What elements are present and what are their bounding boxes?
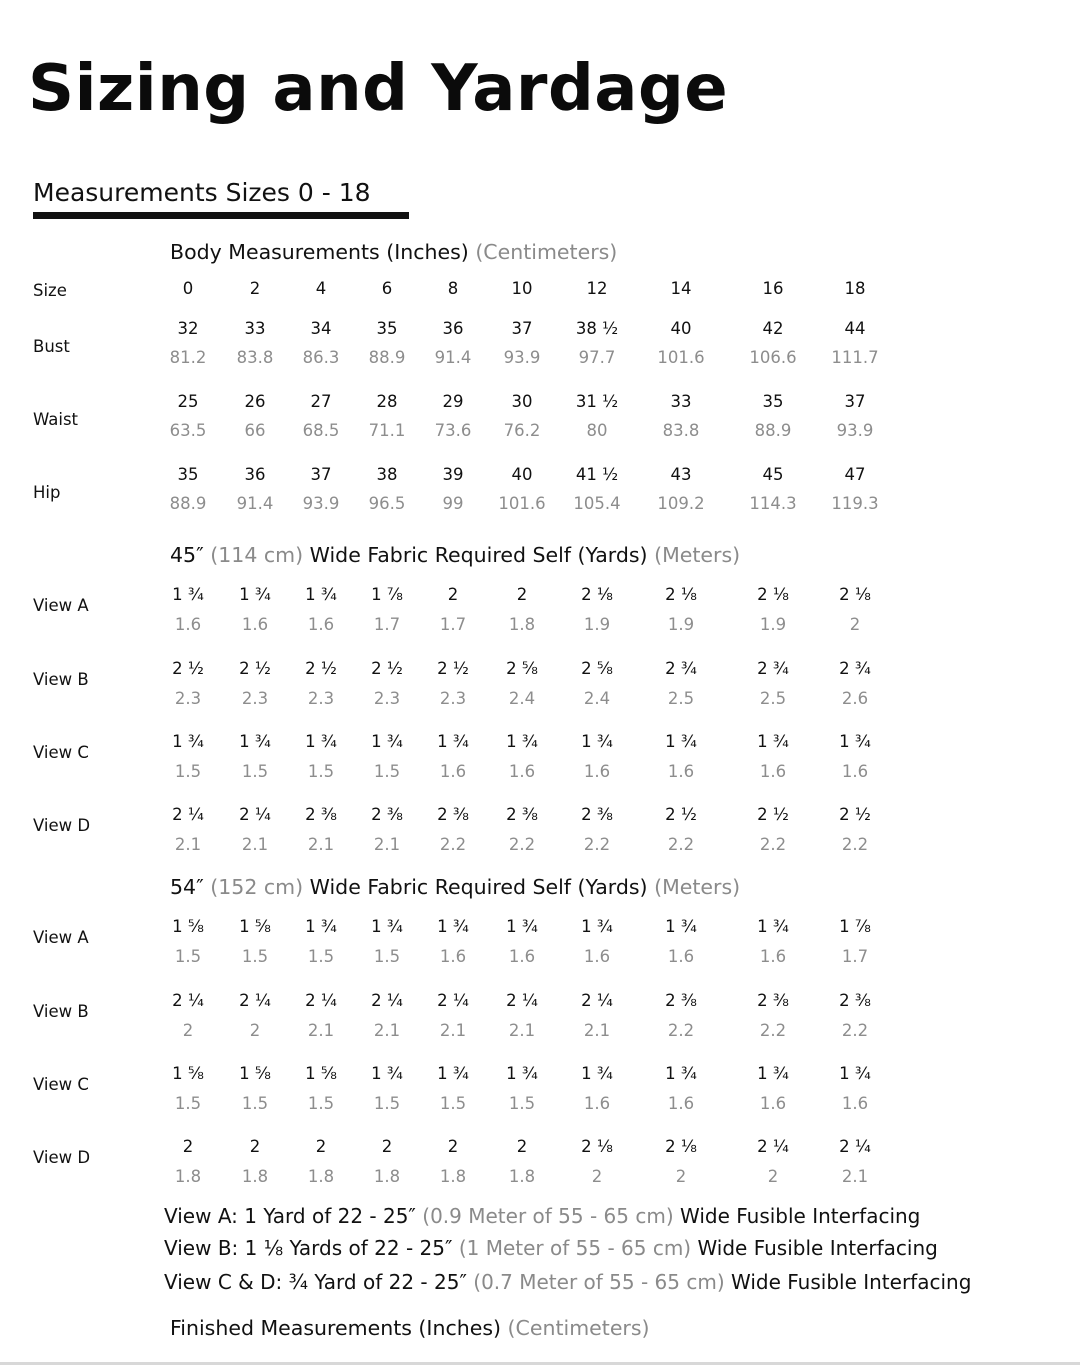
fabric45-meters-cell: 2.5 bbox=[667, 689, 695, 708]
fabric45-meters-cell: 1.9 bbox=[759, 615, 787, 634]
size-header-cell: 16 bbox=[762, 279, 784, 298]
fabric54-meters-cell: 2.2 bbox=[759, 1021, 787, 1040]
fabric45-meters-cell: 2.3 bbox=[174, 689, 202, 708]
fabric54-meters-cell: 2.1 bbox=[583, 1021, 611, 1040]
fabric45-heading bbox=[170, 543, 740, 567]
page-title: Sizing and Yardage bbox=[28, 52, 729, 126]
finished-heading-gray: (Centimeters) bbox=[507, 1316, 650, 1340]
fabric45-meters-cell: 2.2 bbox=[759, 835, 787, 854]
fabric45-width-in: 45″ bbox=[170, 543, 211, 567]
fabric45-yards-cell: 2 ¾ bbox=[665, 659, 697, 678]
fabric45-yards-cell: 2 ⅛ bbox=[581, 585, 613, 604]
body-row-label: Bust bbox=[33, 337, 70, 356]
fabric45-yards-cell: 1 ¾ bbox=[172, 732, 204, 751]
fabric45-meters-cell: 2.3 bbox=[439, 689, 467, 708]
fabric54-yards-cell: 2 bbox=[182, 1137, 194, 1156]
fabric45-meters-cell: 2.1 bbox=[174, 835, 202, 854]
body-cm-cell: 91.4 bbox=[434, 348, 472, 367]
fabric45-yards-cell: 2 ¼ bbox=[239, 805, 271, 824]
fabric45-yards-cell: 1 ¾ bbox=[581, 732, 613, 751]
fabric45-yards-cell: 1 ¾ bbox=[239, 585, 271, 604]
fabric54-meters-cell: 1.6 bbox=[667, 1094, 695, 1113]
finished-measurements-heading bbox=[170, 1316, 650, 1340]
fabric54-yards-cell: 1 ⅝ bbox=[305, 1064, 337, 1083]
body-cm-cell: 88.9 bbox=[169, 494, 207, 513]
fabric45-yards-cell: 1 ¾ bbox=[839, 732, 871, 751]
fabric54-yards-cell: 2 bbox=[381, 1137, 393, 1156]
body-cm-cell: 119.3 bbox=[831, 494, 879, 513]
fabric54-yards-cell: 2 bbox=[249, 1137, 261, 1156]
fabric45-yards-cell: 2 ⅜ bbox=[506, 805, 538, 824]
body-cm-cell: 83.8 bbox=[662, 421, 700, 440]
fabric45-meters-cell: 1.5 bbox=[174, 762, 202, 781]
fabric45-meters-cell: 2.4 bbox=[508, 689, 536, 708]
body-cm-cell: 114.3 bbox=[749, 494, 797, 513]
body-cm-cell: 97.7 bbox=[578, 348, 616, 367]
fabric54-meters-cell: 2.1 bbox=[439, 1021, 467, 1040]
fabric45-meters-cell: 1.6 bbox=[174, 615, 202, 634]
fabric54-meters-cell: 1.8 bbox=[508, 1167, 536, 1186]
fabric54-meters-cell: 2 bbox=[182, 1021, 194, 1040]
body-inches-cell: 44 bbox=[844, 319, 866, 338]
body-cm-cell: 73.6 bbox=[434, 421, 472, 440]
body-cm-cell: 101.6 bbox=[657, 348, 705, 367]
body-cm-cell: 76.2 bbox=[503, 421, 541, 440]
fabric54-meters-cell: 1.5 bbox=[241, 1094, 269, 1113]
fabric45-meters-cell: 1.9 bbox=[667, 615, 695, 634]
body-cm-cell: 111.7 bbox=[831, 348, 879, 367]
body-cm-cell: 63.5 bbox=[169, 421, 207, 440]
fabric45-meters-cell: 1.6 bbox=[307, 615, 335, 634]
fabric54-meters-cell: 1.6 bbox=[439, 947, 467, 966]
fabric45-meters-cell: 1.5 bbox=[373, 762, 401, 781]
fabric54-meters-cell: 1.5 bbox=[307, 947, 335, 966]
fabric45-yards-cell: 2 ⅜ bbox=[305, 805, 337, 824]
interfacing-b-metric: (1 Meter of 55 - 65 cm) bbox=[458, 1236, 698, 1260]
fabric54-meters-cell: 1.6 bbox=[667, 947, 695, 966]
body-cm-cell: 96.5 bbox=[368, 494, 406, 513]
size-header-cell: 10 bbox=[511, 279, 533, 298]
fabric54-yards-cell: 2 ¼ bbox=[239, 991, 271, 1010]
fabric45-meters-cell: 2.3 bbox=[307, 689, 335, 708]
fabric54-yards-cell: 1 ¾ bbox=[437, 1064, 469, 1083]
fabric54-yards-cell: 1 ¾ bbox=[665, 917, 697, 936]
fabric45-row-label: View A bbox=[33, 596, 89, 615]
fabric45-row-label: View B bbox=[33, 670, 89, 689]
body-cm-cell: 109.2 bbox=[657, 494, 705, 513]
fabric54-meters-cell: 2 bbox=[591, 1167, 603, 1186]
fabric54-meters-cell: 1.6 bbox=[508, 947, 536, 966]
fabric54-row-label: View C bbox=[33, 1075, 89, 1094]
interfacing-b-main: View B: 1 ⅛ Yards of 22 - 25″ bbox=[164, 1236, 459, 1260]
fabric45-meters-cell: 2.3 bbox=[241, 689, 269, 708]
fabric45-yards-cell: 1 ¾ bbox=[757, 732, 789, 751]
interfacing-b-type: Wide Fusible Interfacing bbox=[697, 1236, 938, 1260]
fabric45-yards-cell: 2 bbox=[447, 585, 459, 604]
body-cm-cell: 99 bbox=[442, 494, 464, 513]
fabric45-row-label: View C bbox=[33, 743, 89, 762]
fabric45-yards-cell: 1 ¾ bbox=[172, 585, 204, 604]
fabric54-meters-cell: 1.8 bbox=[174, 1167, 202, 1186]
fabric54-meters-cell: 1.8 bbox=[241, 1167, 269, 1186]
size-header-cell: 6 bbox=[381, 279, 393, 298]
fabric54-meters-cell: 1.5 bbox=[174, 947, 202, 966]
fabric45-meters-cell: 2.2 bbox=[667, 835, 695, 854]
interfacing-note-a bbox=[164, 1204, 920, 1228]
fabric45-meters-cell: 2.1 bbox=[241, 835, 269, 854]
fabric54-yards-cell: 1 ⅝ bbox=[239, 917, 271, 936]
interfacing-note-cd bbox=[164, 1270, 971, 1294]
fabric45-yards-cell: 2 ⅛ bbox=[839, 585, 871, 604]
fabric54-yards-cell: 1 ¾ bbox=[581, 1064, 613, 1083]
fabric54-heading-main: Wide Fabric Required Self (Yards) bbox=[309, 875, 655, 899]
body-inches-cell: 39 bbox=[442, 465, 464, 484]
fabric54-meters-cell: 2 bbox=[675, 1167, 687, 1186]
fabric45-yards-cell: 2 ¼ bbox=[172, 805, 204, 824]
body-cm-cell: 80 bbox=[586, 421, 608, 440]
fabric54-meters-cell: 2.1 bbox=[508, 1021, 536, 1040]
fabric54-yards-cell: 1 ¾ bbox=[757, 917, 789, 936]
size-header-cell: 0 bbox=[182, 279, 194, 298]
body-cm-cell: 101.6 bbox=[498, 494, 546, 513]
fabric45-yards-cell: 1 ¾ bbox=[371, 732, 403, 751]
fabric54-yards-cell: 2 ¼ bbox=[172, 991, 204, 1010]
size-header-cell: 2 bbox=[249, 279, 261, 298]
body-cm-cell: 93.9 bbox=[503, 348, 541, 367]
size-header-cell: 14 bbox=[670, 279, 692, 298]
interfacing-a-main: View A: 1 Yard of 22 - 25″ bbox=[164, 1204, 423, 1228]
fabric54-yards-cell: 2 ⅛ bbox=[665, 1137, 697, 1156]
fabric54-yards-cell: 2 ⅛ bbox=[581, 1137, 613, 1156]
fabric45-yards-cell: 2 ⅜ bbox=[581, 805, 613, 824]
fabric45-yards-cell: 1 ¾ bbox=[506, 732, 538, 751]
fabric54-yards-cell: 2 bbox=[315, 1137, 327, 1156]
fabric54-yards-cell: 1 ¾ bbox=[665, 1064, 697, 1083]
fabric54-meters-cell: 2.1 bbox=[373, 1021, 401, 1040]
fabric45-yards-cell: 1 ¾ bbox=[305, 732, 337, 751]
size-label: Size bbox=[33, 281, 67, 300]
fabric45-meters-cell: 1.6 bbox=[439, 762, 467, 781]
body-cm-cell: 93.9 bbox=[302, 494, 340, 513]
size-header-cell: 4 bbox=[315, 279, 327, 298]
fabric54-meters-cell: 2.2 bbox=[841, 1021, 869, 1040]
body-inches-cell: 27 bbox=[310, 392, 332, 411]
fabric54-yards-cell: 1 ¾ bbox=[839, 1064, 871, 1083]
fabric45-yards-cell: 2 ⅛ bbox=[665, 585, 697, 604]
fabric45-yards-cell: 2 ½ bbox=[437, 659, 469, 678]
fabric54-yards-cell: 1 ⅞ bbox=[839, 917, 871, 936]
body-inches-cell: 38 ½ bbox=[575, 319, 619, 338]
fabric45-heading-meters: (Meters) bbox=[654, 543, 741, 567]
finished-heading-main: Finished Measurements (Inches) bbox=[170, 1316, 508, 1340]
fabric45-meters-cell: 2.1 bbox=[373, 835, 401, 854]
fabric54-yards-cell: 1 ¾ bbox=[581, 917, 613, 936]
fabric45-meters-cell: 2.2 bbox=[841, 835, 869, 854]
fabric45-yards-cell: 1 ¾ bbox=[437, 732, 469, 751]
fabric54-yards-cell: 2 bbox=[516, 1137, 528, 1156]
size-header-cell: 12 bbox=[586, 279, 608, 298]
fabric54-meters-cell: 1.5 bbox=[307, 1094, 335, 1113]
body-inches-cell: 31 ½ bbox=[575, 392, 619, 411]
fabric54-row-label: View B bbox=[33, 1002, 89, 1021]
fabric54-meters-cell: 1.6 bbox=[759, 947, 787, 966]
fabric54-meters-cell: 1.5 bbox=[508, 1094, 536, 1113]
fabric54-yards-cell: 2 ¼ bbox=[581, 991, 613, 1010]
fabric45-yards-cell: 2 ¾ bbox=[839, 659, 871, 678]
fabric45-meters-cell: 1.6 bbox=[841, 762, 869, 781]
fabric54-meters-cell: 1.6 bbox=[583, 1094, 611, 1113]
fabric45-yards-cell: 2 ½ bbox=[665, 805, 697, 824]
fabric45-meters-cell: 1.6 bbox=[241, 615, 269, 634]
fabric45-yards-cell: 1 ⅞ bbox=[371, 585, 403, 604]
fabric45-meters-cell: 2.2 bbox=[583, 835, 611, 854]
body-inches-cell: 35 bbox=[762, 392, 784, 411]
fabric45-yards-cell: 2 ⅛ bbox=[757, 585, 789, 604]
interfacing-cd-metric: (0.7 Meter of 55 - 65 cm) bbox=[473, 1270, 731, 1294]
fabric54-meters-cell: 1.5 bbox=[439, 1094, 467, 1113]
fabric45-yards-cell: 1 ¾ bbox=[665, 732, 697, 751]
body-cm-cell: 88.9 bbox=[368, 348, 406, 367]
fabric45-meters-cell: 2.2 bbox=[439, 835, 467, 854]
fabric45-width-cm: (114 cm) bbox=[210, 543, 310, 567]
fabric54-yards-cell: 1 ¾ bbox=[757, 1064, 789, 1083]
fabric54-yards-cell: 1 ¾ bbox=[437, 917, 469, 936]
fabric45-meters-cell: 1.7 bbox=[439, 615, 467, 634]
fabric45-yards-cell: 1 ¾ bbox=[239, 732, 271, 751]
fabric54-yards-cell: 2 ⅜ bbox=[665, 991, 697, 1010]
fabric45-meters-cell: 2.4 bbox=[583, 689, 611, 708]
section-subtitle: Measurements Sizes 0 - 18 bbox=[33, 178, 371, 207]
body-inches-cell: 41 ½ bbox=[575, 465, 619, 484]
fabric54-yards-cell: 1 ¾ bbox=[506, 917, 538, 936]
fabric45-meters-cell: 2.2 bbox=[508, 835, 536, 854]
interfacing-note-b bbox=[164, 1236, 938, 1260]
fabric54-meters-cell: 1.5 bbox=[373, 947, 401, 966]
fabric54-yards-cell: 2 ⅜ bbox=[757, 991, 789, 1010]
fabric54-meters-cell: 1.6 bbox=[841, 1094, 869, 1113]
body-inches-cell: 37 bbox=[310, 465, 332, 484]
body-row-label: Hip bbox=[33, 483, 61, 502]
fabric54-meters-cell: 1.8 bbox=[439, 1167, 467, 1186]
fabric54-yards-cell: 1 ¾ bbox=[371, 1064, 403, 1083]
body-inches-cell: 37 bbox=[844, 392, 866, 411]
fabric54-row-label: View D bbox=[33, 1148, 91, 1167]
size-header-cell: 18 bbox=[844, 279, 866, 298]
fabric54-yards-cell: 2 ¼ bbox=[305, 991, 337, 1010]
fabric45-yards-cell: 2 ½ bbox=[839, 805, 871, 824]
fabric54-meters-cell: 1.5 bbox=[241, 947, 269, 966]
fabric54-meters-cell: 1.6 bbox=[583, 947, 611, 966]
fabric54-yards-cell: 2 ¼ bbox=[437, 991, 469, 1010]
body-inches-cell: 45 bbox=[762, 465, 784, 484]
fabric54-row-label: View A bbox=[33, 928, 89, 947]
fabric54-meters-cell: 1.8 bbox=[307, 1167, 335, 1186]
body-cm-cell: 66 bbox=[244, 421, 266, 440]
fabric54-meters-cell: 1.6 bbox=[759, 1094, 787, 1113]
body-cm-cell: 86.3 bbox=[302, 348, 340, 367]
fabric54-heading bbox=[170, 875, 740, 899]
body-inches-cell: 26 bbox=[244, 392, 266, 411]
fabric54-yards-cell: 2 ¼ bbox=[839, 1137, 871, 1156]
interfacing-cd-main: View C & D: ¾ Yard of 22 - 25″ bbox=[164, 1270, 474, 1294]
body-cm-cell: 93.9 bbox=[836, 421, 874, 440]
body-cm-cell: 81.2 bbox=[169, 348, 207, 367]
fabric45-meters-cell: 2.1 bbox=[307, 835, 335, 854]
fabric45-meters-cell: 1.5 bbox=[241, 762, 269, 781]
fabric54-meters-cell: 2.1 bbox=[307, 1021, 335, 1040]
subtitle-underline bbox=[33, 212, 409, 219]
fabric45-meters-cell: 1.6 bbox=[508, 762, 536, 781]
body-inches-cell: 33 bbox=[670, 392, 692, 411]
fabric45-meters-cell: 1.6 bbox=[583, 762, 611, 781]
body-inches-cell: 42 bbox=[762, 319, 784, 338]
fabric45-yards-cell: 2 ½ bbox=[172, 659, 204, 678]
body-heading-gray: (Centimeters) bbox=[475, 240, 618, 264]
body-inches-cell: 40 bbox=[670, 319, 692, 338]
fabric45-meters-cell: 2.3 bbox=[373, 689, 401, 708]
fabric54-meters-cell: 1.5 bbox=[174, 1094, 202, 1113]
body-cm-cell: 83.8 bbox=[236, 348, 274, 367]
interfacing-a-type: Wide Fusible Interfacing bbox=[679, 1204, 921, 1228]
fabric45-yards-cell: 2 ½ bbox=[239, 659, 271, 678]
fabric45-yards-cell: 2 ½ bbox=[305, 659, 337, 678]
fabric54-meters-cell: 2.1 bbox=[841, 1167, 869, 1186]
fabric54-yards-cell: 1 ¾ bbox=[371, 917, 403, 936]
body-heading-main: Body Measurements (Inches) bbox=[170, 240, 476, 264]
size-header-cell: 8 bbox=[447, 279, 459, 298]
body-inches-cell: 36 bbox=[442, 319, 464, 338]
fabric45-meters-cell: 1.8 bbox=[508, 615, 536, 634]
fabric54-meters-cell: 1.7 bbox=[841, 947, 869, 966]
body-row-label: Waist bbox=[33, 410, 79, 429]
interfacing-cd-type: Wide Fusible Interfacing bbox=[731, 1270, 972, 1294]
body-inches-cell: 32 bbox=[177, 319, 199, 338]
body-inches-cell: 40 bbox=[511, 465, 533, 484]
fabric54-yards-cell: 2 ⅜ bbox=[839, 991, 871, 1010]
body-cm-cell: 91.4 bbox=[236, 494, 274, 513]
fabric45-yards-cell: 2 ⅝ bbox=[581, 659, 613, 678]
fabric54-yards-cell: 1 ⅝ bbox=[172, 917, 204, 936]
body-inches-cell: 35 bbox=[177, 465, 199, 484]
fabric45-row-label: View D bbox=[33, 816, 91, 835]
fabric45-yards-cell: 1 ¾ bbox=[305, 585, 337, 604]
fabric45-yards-cell: 2 ⅝ bbox=[506, 659, 538, 678]
fabric54-width-in: 54″ bbox=[170, 875, 211, 899]
fabric45-meters-cell: 2 bbox=[849, 615, 861, 634]
fabric45-meters-cell: 1.6 bbox=[667, 762, 695, 781]
fabric45-yards-cell: 2 ½ bbox=[371, 659, 403, 678]
body-inches-cell: 25 bbox=[177, 392, 199, 411]
body-inches-cell: 30 bbox=[511, 392, 533, 411]
body-inches-cell: 34 bbox=[310, 319, 332, 338]
fabric54-yards-cell: 2 ¼ bbox=[506, 991, 538, 1010]
body-cm-cell: 68.5 bbox=[302, 421, 340, 440]
fabric45-yards-cell: 2 ½ bbox=[757, 805, 789, 824]
body-inches-cell: 47 bbox=[844, 465, 866, 484]
fabric54-yards-cell: 2 ¼ bbox=[371, 991, 403, 1010]
fabric54-yards-cell: 1 ⅝ bbox=[239, 1064, 271, 1083]
body-measurements-heading bbox=[170, 240, 617, 264]
body-inches-cell: 28 bbox=[376, 392, 398, 411]
fabric54-meters-cell: 1.5 bbox=[373, 1094, 401, 1113]
interfacing-a-metric: (0.9 Meter of 55 - 65 cm) bbox=[422, 1204, 680, 1228]
fabric54-yards-cell: 2 bbox=[447, 1137, 459, 1156]
fabric54-meters-cell: 2.2 bbox=[667, 1021, 695, 1040]
body-inches-cell: 38 bbox=[376, 465, 398, 484]
fabric45-yards-cell: 2 ⅜ bbox=[371, 805, 403, 824]
fabric45-yards-cell: 2 ¾ bbox=[757, 659, 789, 678]
fabric45-meters-cell: 2.6 bbox=[841, 689, 869, 708]
body-inches-cell: 43 bbox=[670, 465, 692, 484]
body-inches-cell: 29 bbox=[442, 392, 464, 411]
fabric45-meters-cell: 1.5 bbox=[307, 762, 335, 781]
body-inches-cell: 36 bbox=[244, 465, 266, 484]
body-inches-cell: 35 bbox=[376, 319, 398, 338]
fabric54-yards-cell: 1 ⅝ bbox=[172, 1064, 204, 1083]
fabric45-meters-cell: 1.9 bbox=[583, 615, 611, 634]
fabric54-width-cm: (152 cm) bbox=[210, 875, 310, 899]
fabric45-yards-cell: 2 ⅜ bbox=[437, 805, 469, 824]
fabric45-meters-cell: 1.7 bbox=[373, 615, 401, 634]
fabric45-meters-cell: 1.6 bbox=[759, 762, 787, 781]
body-cm-cell: 105.4 bbox=[573, 494, 621, 513]
body-cm-cell: 88.9 bbox=[754, 421, 792, 440]
fabric54-meters-cell: 2 bbox=[767, 1167, 779, 1186]
fabric54-heading-meters: (Meters) bbox=[654, 875, 741, 899]
fabric45-heading-main: Wide Fabric Required Self (Yards) bbox=[309, 543, 655, 567]
body-inches-cell: 33 bbox=[244, 319, 266, 338]
body-cm-cell: 71.1 bbox=[368, 421, 406, 440]
body-cm-cell: 106.6 bbox=[749, 348, 797, 367]
fabric54-yards-cell: 2 ¼ bbox=[757, 1137, 789, 1156]
fabric45-meters-cell: 2.5 bbox=[759, 689, 787, 708]
fabric54-meters-cell: 1.8 bbox=[373, 1167, 401, 1186]
fabric45-yards-cell: 2 bbox=[516, 585, 528, 604]
fabric54-yards-cell: 1 ¾ bbox=[305, 917, 337, 936]
fabric54-yards-cell: 1 ¾ bbox=[506, 1064, 538, 1083]
fabric54-meters-cell: 2 bbox=[249, 1021, 261, 1040]
body-inches-cell: 37 bbox=[511, 319, 533, 338]
